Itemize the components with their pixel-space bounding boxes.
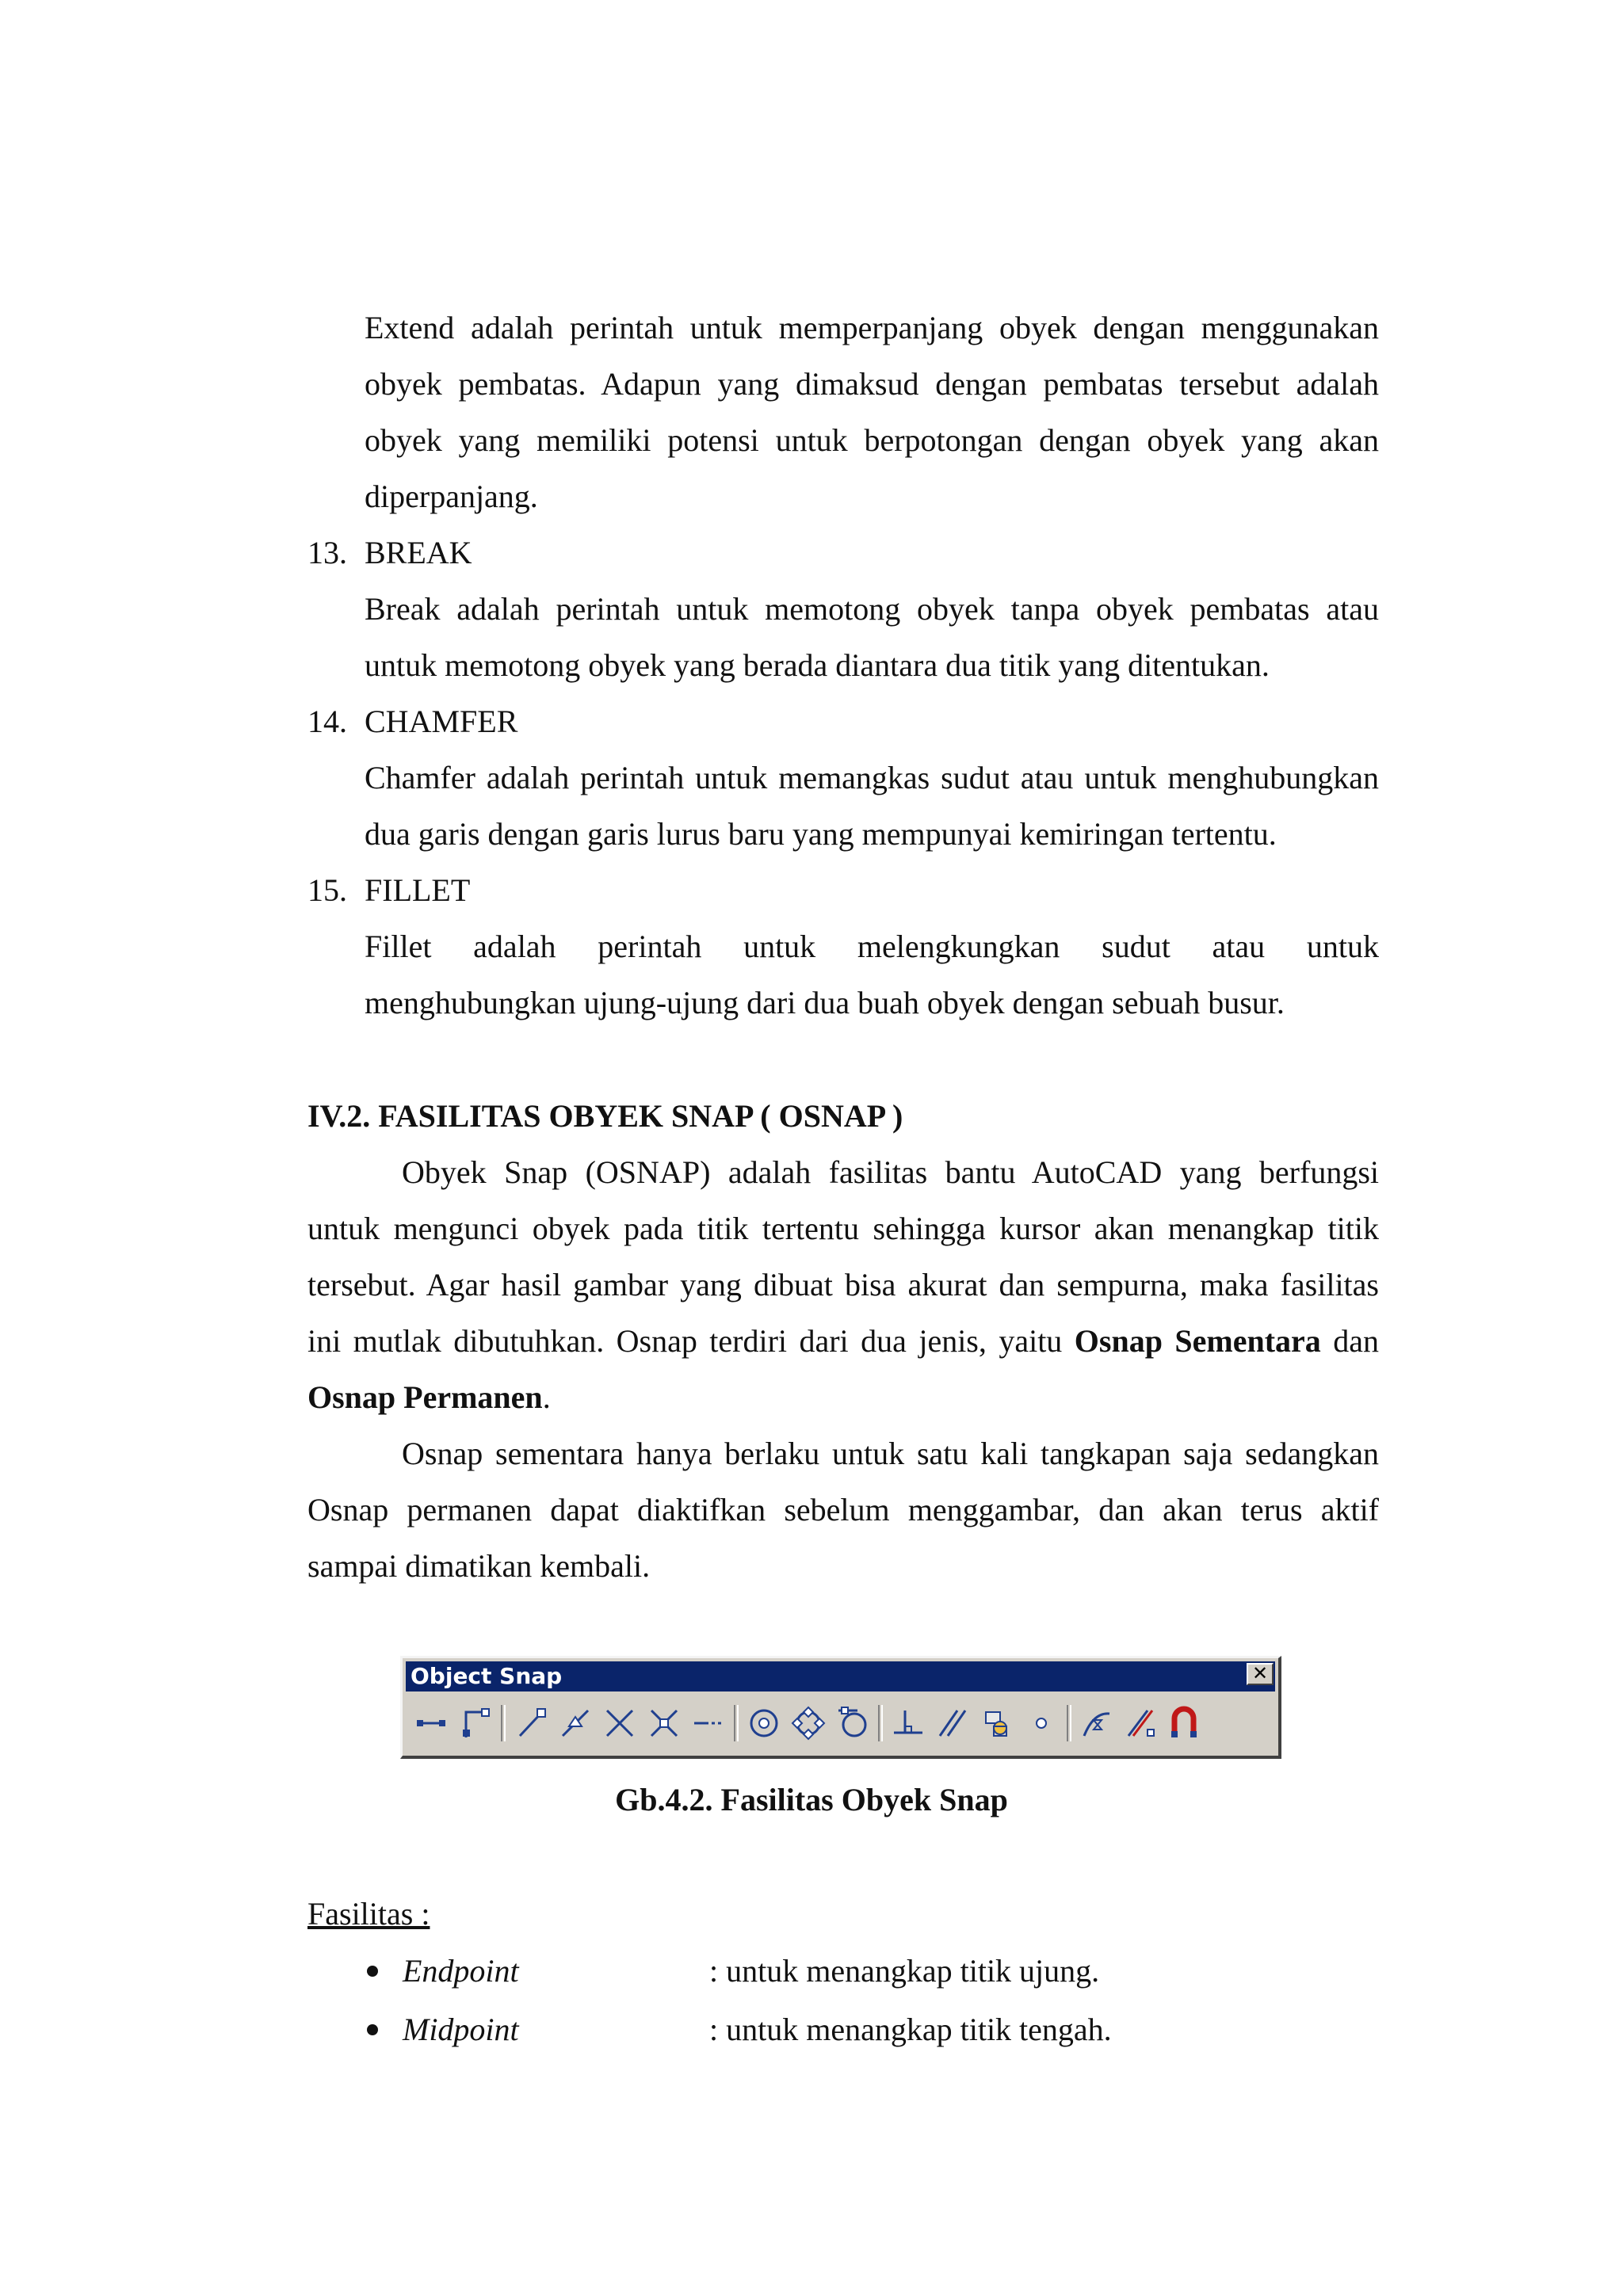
item-title-chamfer: CHAMFER xyxy=(365,704,518,739)
fasilitas-term-endpoint: Endpoint xyxy=(403,1953,519,1989)
object-snap-toolbar xyxy=(400,1656,1281,1759)
extension-icon[interactable] xyxy=(686,1701,731,1745)
text-run: ini mutlak dibutuhkan. Osnap terdiri dari dua jenis, yaitu xyxy=(307,1323,1075,1359)
fasilitas-label: Fasilitas : xyxy=(307,1896,430,1932)
item-title-break: BREAK xyxy=(365,535,472,570)
toolbar-separator xyxy=(1067,1705,1071,1741)
extend-line-3: obyek yang memiliki potensi untuk berpotongan dengan obyek yang akan xyxy=(365,422,1379,458)
osnap-para1-line-3: tersebut. Agar hasil gambar yang dibuat bisa akurat dan sempurna, maka fasilitas xyxy=(307,1267,1379,1302)
fasilitas-desc-endpoint: : untuk menangkap titik ujung. xyxy=(709,1953,1100,1989)
osnap-para2-line-2: Osnap permanen dapat diaktifkan sebelum menggambar, dan akan terus aktif xyxy=(307,1492,1379,1527)
endpoint-icon[interactable] xyxy=(509,1701,553,1745)
section-heading: IV.2. FASILITAS OBYEK SNAP ( OSNAP ) xyxy=(307,1098,903,1134)
item-title-fillet: FILLET xyxy=(365,872,471,908)
chamfer-line-1: Chamfer adalah perintah untuk memangkas sudut atau untuk menghubungkan xyxy=(365,760,1379,795)
toolbar-buttons xyxy=(409,1699,1272,1747)
item-number: 13. xyxy=(307,535,347,570)
toolbar-separator xyxy=(734,1705,739,1741)
parallel-icon[interactable] xyxy=(930,1701,975,1745)
tangent-icon[interactable] xyxy=(831,1701,875,1745)
figure-caption: Gb.4.2. Fasilitas Obyek Snap xyxy=(615,1782,1008,1817)
osnap-sementara-term: Osnap Sementara xyxy=(1074,1323,1321,1359)
apparent-intersection-icon[interactable] xyxy=(642,1701,686,1745)
snap-from-icon[interactable] xyxy=(453,1701,498,1745)
bullet-icon xyxy=(367,1966,378,1977)
item-number: 15. xyxy=(307,872,347,908)
item-number: 14. xyxy=(307,704,347,739)
perpendicular-icon[interactable] xyxy=(886,1701,930,1745)
fasilitas-term-midpoint: Midpoint xyxy=(403,2012,519,2047)
insert-icon[interactable] xyxy=(975,1701,1019,1745)
toolbar-separator xyxy=(501,1705,506,1741)
osnap-para1-line-4 xyxy=(307,1321,1379,1362)
osnap-para1-line-2: untuk mengunci obyek pada titik tertentu sehingga kursor akan menangkap titik xyxy=(307,1211,1379,1246)
osnap-permanen-term: Osnap Permanen xyxy=(307,1379,543,1415)
text-run: . xyxy=(542,1379,551,1415)
extend-line-4: diperpanjang. xyxy=(365,479,538,514)
osnap-settings-icon[interactable] xyxy=(1163,1701,1208,1745)
text-run: dan xyxy=(1320,1323,1379,1359)
osnap-para2-line-3: sampai dimatikan kembali. xyxy=(307,1548,651,1584)
temporary-track-point-icon[interactable] xyxy=(409,1701,453,1745)
fasilitas-desc-midpoint: : untuk menangkap titik tengah. xyxy=(709,2012,1112,2047)
toolbar-title: Object Snap xyxy=(406,1661,1275,1691)
osnap-para1-line-5 xyxy=(307,1377,551,1418)
break-line-1: Break adalah perintah untuk memotong obyek tanpa obyek pembatas atau xyxy=(365,591,1379,627)
close-button[interactable]: ✕ xyxy=(1247,1663,1274,1685)
osnap-para1-line-1: Obyek Snap (OSNAP) adalah fasilitas bantu AutoCAD yang berfungsi xyxy=(402,1154,1379,1190)
node-icon[interactable] xyxy=(1019,1701,1064,1745)
nearest-icon[interactable] xyxy=(1075,1701,1119,1745)
intersection-icon[interactable] xyxy=(598,1701,642,1745)
chamfer-line-2: dua garis dengan garis lurus baru yang mempunyai kemiringan tertentu. xyxy=(365,816,1277,852)
fillet-line-1: Fillet adalah perintah untuk melengkungkan sudut atau untuk xyxy=(365,929,1379,964)
toolbar-separator xyxy=(878,1705,883,1741)
osnap-para2-line-1: Osnap sementara hanya berlaku untuk satu kali tangkapan saja sedangkan xyxy=(402,1436,1379,1471)
snap-none-icon[interactable] xyxy=(1119,1701,1163,1745)
midpoint-icon[interactable] xyxy=(553,1701,598,1745)
bullet-icon xyxy=(367,2024,378,2035)
quadrant-icon[interactable] xyxy=(786,1701,831,1745)
break-line-2: untuk memotong obyek yang berada diantara dua titik yang ditentukan. xyxy=(365,647,1270,683)
fillet-line-2: menghubungkan ujung-ujung dari dua buah obyek dengan sebuah busur. xyxy=(365,985,1285,1020)
extend-line-2: obyek pembatas. Adapun yang dimaksud dengan pembatas tersebut adalah xyxy=(365,366,1379,402)
extend-line-1: Extend adalah perintah untuk memperpanjang obyek dengan menggunakan xyxy=(365,310,1379,345)
center-icon[interactable] xyxy=(742,1701,786,1745)
